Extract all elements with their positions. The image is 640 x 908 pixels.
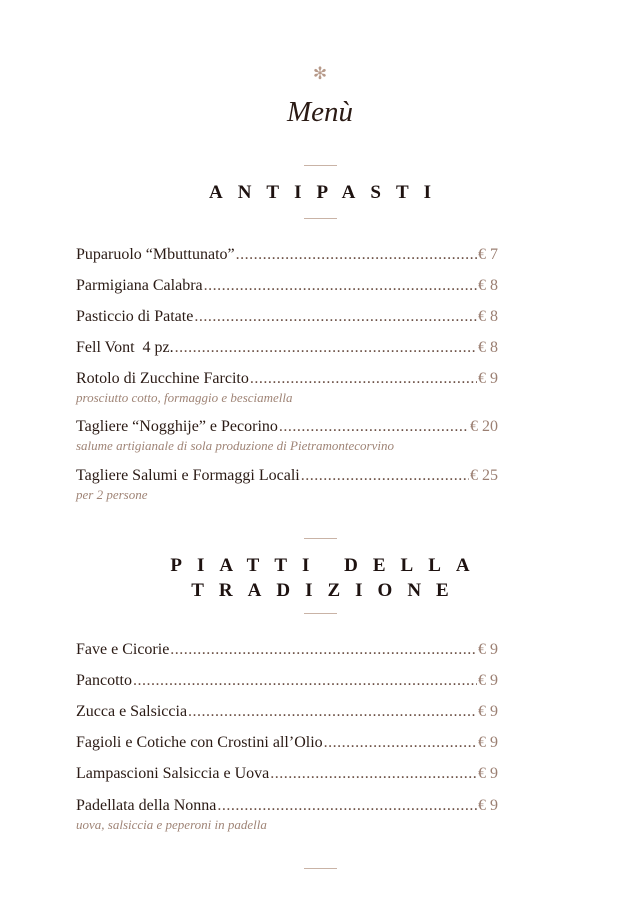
dot-leader: [270, 764, 477, 784]
dot-leader: [236, 245, 477, 265]
section-title-line: TRADIZIONE: [191, 580, 464, 601]
menu-item: [76, 796, 498, 833]
menu-item: [76, 245, 498, 265]
section-title-line: ANTIPASTI: [208, 182, 447, 203]
menu-item: [76, 733, 498, 753]
dot-leader: [217, 796, 477, 816]
item-price: € 25: [470, 467, 498, 484]
item-name: Fave e Cicorie: [76, 641, 170, 658]
menu-title: Menù: [286, 96, 354, 128]
dot-leader: [170, 640, 477, 660]
item-price: € 9: [478, 370, 498, 387]
item-name: Parmigiana Calabra: [76, 277, 203, 294]
asterisk-ornament-icon: ✻: [312, 64, 328, 84]
item-name: Fagioli e Cotiche con Crostini all’Olio: [76, 734, 323, 751]
item-description: per 2 persone: [76, 487, 148, 502]
item-price: € 9: [478, 641, 498, 658]
item-name: Fell Vont 4 pz.: [76, 339, 174, 356]
dot-leader: [194, 307, 477, 327]
item-price: € 9: [478, 765, 498, 782]
dot-leader: [301, 466, 469, 486]
item-price: € 20: [470, 418, 498, 435]
menu-item: [76, 307, 498, 327]
menu-item: [76, 276, 498, 296]
divider-rule: [304, 613, 337, 614]
menu-item: [76, 417, 498, 454]
section-title-line: PIATTI DELLA: [170, 555, 485, 576]
section-title-antipasti: [0, 180, 640, 205]
dot-leader: [279, 417, 469, 437]
divider-rule: [304, 868, 337, 869]
item-name: Pasticcio di Patate: [76, 308, 194, 325]
menu-item: [76, 671, 498, 691]
item-name: Padellata della Nonna: [76, 797, 217, 814]
divider-rule: [304, 538, 337, 539]
dot-leader: [250, 369, 477, 389]
divider-rule: [304, 165, 337, 166]
menu-item: [76, 764, 498, 784]
item-name: Tagliere “Nogghije” e Pecorino: [76, 418, 278, 435]
dot-leader: [188, 702, 477, 722]
item-name: Puparuolo “Mbuttunato”: [76, 246, 235, 263]
dot-leader: [324, 733, 477, 753]
menu-item: [76, 338, 498, 358]
item-price: € 9: [478, 797, 498, 814]
item-price: € 7: [478, 246, 498, 263]
menu-item: [76, 369, 498, 406]
menu-item: [76, 466, 498, 503]
item-name: Pancotto: [76, 672, 132, 689]
dot-leader: [175, 338, 477, 358]
divider-rule: [304, 218, 337, 219]
item-name: Lampascioni Salsiccia e Uova: [76, 765, 270, 782]
item-price: € 8: [478, 308, 498, 325]
item-name: Tagliere Salumi e Formaggi Locali: [76, 467, 300, 484]
item-name: Zucca e Salsiccia: [76, 703, 188, 720]
item-price: € 9: [478, 734, 498, 751]
menu-item: [76, 702, 498, 722]
item-price: € 8: [478, 339, 498, 356]
item-description: prosciutto cotto, formaggio e besciamella: [76, 390, 293, 405]
item-description: uova, salsiccia e peperoni in padella: [76, 817, 267, 832]
dot-leader: [204, 276, 477, 296]
item-price: € 8: [478, 277, 498, 294]
item-price: € 9: [478, 672, 498, 689]
item-price: € 9: [478, 703, 498, 720]
menu-item: [76, 640, 498, 660]
dot-leader: [133, 671, 477, 691]
section-title-piatti-della-tradizione: [0, 553, 640, 603]
item-name: Rotolo di Zucchine Farcito: [76, 370, 249, 387]
item-description: salume artigianale di sola produzione di Pietramontecorvino: [76, 438, 394, 453]
